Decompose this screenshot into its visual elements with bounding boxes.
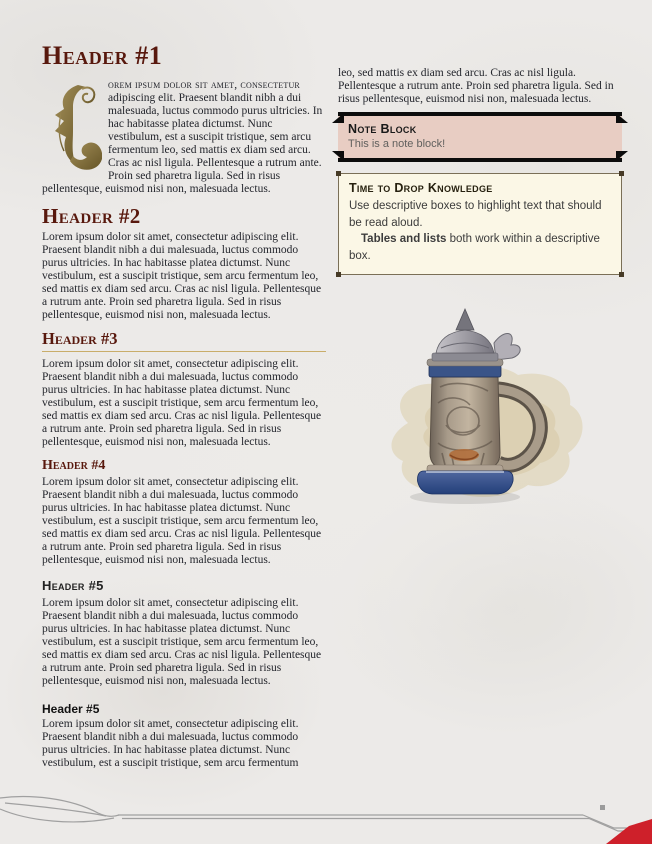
- note-top-ribbon: [338, 112, 622, 116]
- note-content: [338, 116, 622, 158]
- page-footer: [0, 794, 652, 844]
- corner-dot-icon: [336, 272, 341, 277]
- heading-3: Header #3: [42, 331, 326, 352]
- left-column: [42, 40, 326, 776]
- footer-square-icon: [600, 805, 605, 810]
- descriptive-box-title: Time to Drop Knowledge: [349, 181, 493, 195]
- heading-4: Header #4: [42, 457, 106, 473]
- ribbon-wing-icon: [616, 113, 628, 123]
- note-block: [338, 112, 622, 162]
- footer-red-wedge-icon: [606, 819, 652, 844]
- note-title: Note Block: [348, 122, 417, 136]
- heading-5: Header #5: [42, 577, 104, 593]
- ribbon-wing-icon: [616, 151, 628, 161]
- heading-2: Header #2: [42, 204, 141, 228]
- corner-dot-icon: [336, 171, 341, 176]
- descriptive-box-line2: Tables and lists both work within a descriptive box.: [349, 233, 600, 262]
- note-bottom-ribbon: [338, 158, 622, 162]
- note-body: This is a note block!: [348, 138, 446, 150]
- beer-stein-illustration: [348, 303, 622, 513]
- paragraph-lorem: Lorem ipsum dolor sit amet, consectetur adipiscing elit. Praesent blandit nibh a dui malesuada, luctus commodo purus ultricies. In hac habitasse platea dictumst. Nunc vestibulum, est a suscipit tristique, sem arcu fermentum leo, sed mattis ex diam sed arcu. Cras ac nisl ligula. Pellentesque a rutrum ante. Proin sed pharetra ligula. Sed in risus pellentesque, euismod nisi non, malesuada lectus.: [42, 231, 322, 321]
- ribbon-wing-icon: [332, 113, 344, 123]
- intro-lead-smallcaps: orem ipsum dolor sit amet, consectetur: [108, 79, 300, 91]
- corner-dot-icon: [619, 272, 624, 277]
- right-column: [338, 40, 622, 776]
- paragraph-lorem: Lorem ipsum dolor sit amet, consectetur adipiscing elit. Praesent blandit nibh a dui malesuada, luctus commodo purus ultricies. In hac habitasse platea dictumst. Nunc vestibulum, est a suscipit tristique, sem arcu fermentum leo, sed mattis ex diam sed arcu. Cras ac nisl ligula. Pellentesque a rutrum ante. Proin sed pharetra ligula. Sed in risus pellentesque, euismod nisi non, malesuada lectus.: [42, 596, 322, 687]
- paragraph-lorem-truncated: Lorem ipsum dolor sit amet, consectetur adipiscing elit. Praesent blandit nibh a dui malesuada, luctus commodo purus ultricies. In hac habitasse platea dictumst. Nunc vestibulum, est a suscipit tristique, sem arcu fermentum: [42, 717, 299, 769]
- descriptive-box: [338, 173, 622, 275]
- page-title: Header #1: [42, 41, 163, 70]
- descriptive-box-line1: Use descriptive boxes to highlight text that should be read aloud.: [349, 200, 602, 229]
- paragraph-continued: leo, sed mattis ex diam sed arcu. Cras ac nisl ligula. Pellentesque a rutrum ante. Proin sed pharetra ligula. Sed in risus pellentesque, euismod nisi non, malesuada lectus.: [338, 67, 614, 105]
- ornate-dropcap-L-icon: [42, 81, 102, 173]
- footer-flourish-icon: [0, 797, 652, 831]
- paragraph-intro: [42, 79, 326, 196]
- corner-dot-icon: [619, 171, 624, 176]
- intro-rest: adipiscing elit. Praesent blandit nibh a dui malesuada, luctus commodo purus ultricies. In hac habitasse platea dictumst. Nunc vestibulum, est a suscipit tristique, sem arcu fermentum leo, sed mattis ex diam sed arcu. Cras ac nisl ligula. Pellentesque a rutrum ante. Proin sed pharetra ligula. Sed in risus pellentesque, euismod nisi non, malesuada lectus.: [42, 92, 323, 195]
- paragraph-lorem: Lorem ipsum dolor sit amet, consectetur adipiscing elit. Praesent blandit nibh a dui malesuada, luctus commodo purus ultricies. In hac habitasse platea dictumst. Nunc vestibulum, est a suscipit tristique, sem arcu fermentum leo, sed mattis ex diam sed arcu. Cras ac nisl ligula. Pellentesque a rutrum ante. Proin sed pharetra ligula. Sed in risus pellentesque, euismod nisi non, malesuada lectus.: [42, 475, 322, 566]
- ribbon-wing-icon: [332, 151, 344, 161]
- descriptive-box-bold: Tables and lists: [361, 233, 447, 245]
- heading-6: Header #5: [42, 701, 100, 716]
- paragraph-lorem: Lorem ipsum dolor sit amet, consectetur adipiscing elit. Praesent blandit nibh a dui malesuada, luctus commodo purus ultricies. In hac habitasse platea dictumst. Nunc vestibulum, est a suscipit tristique, sem arcu fermentum leo, sed mattis ex diam sed arcu. Cras ac nisl ligula. Pellentesque a rutrum ante. Proin sed pharetra ligula. Sed in risus pellentesque, euismod nisi non, malesuada lectus.: [42, 357, 322, 448]
